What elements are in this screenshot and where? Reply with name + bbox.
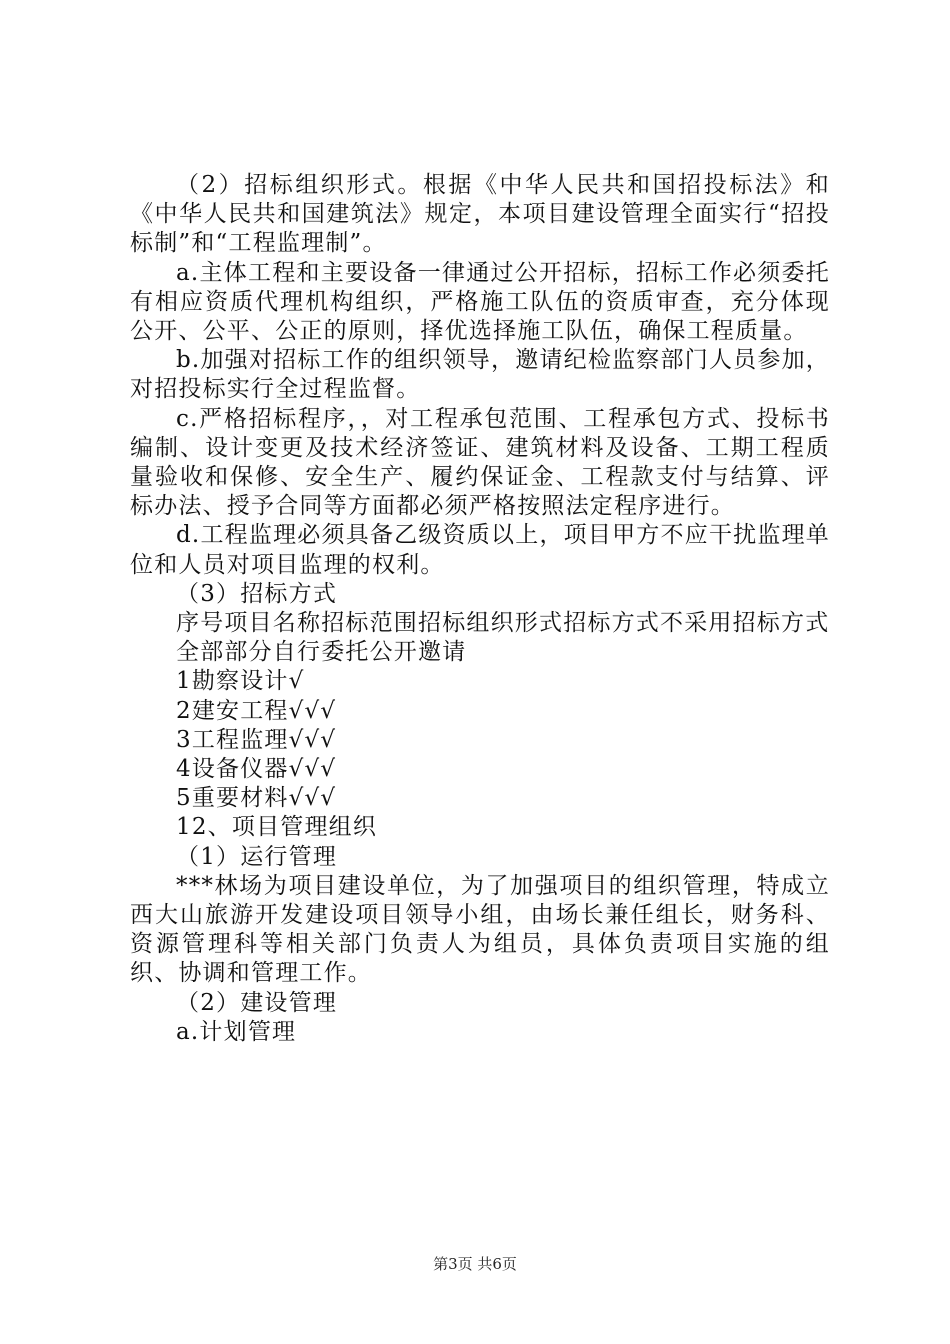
table-row: 5重要材料√√√ bbox=[176, 785, 337, 812]
paragraph-item-d: d.工程监理必须具备乙级资质以上，项目甲方不应干扰监理单位和人员对项目监理的权利。 bbox=[130, 522, 830, 578]
table-row: 4设备仪器√√√ bbox=[176, 756, 337, 783]
table-row: 3工程监理√√√ bbox=[176, 726, 337, 753]
heading-operation-management: （1）运行管理 bbox=[176, 843, 338, 870]
heading-construction-management: （2）建设管理 bbox=[176, 989, 338, 1016]
table-header-row: 序号项目名称招标范围招标组织形式招标方式不采用招标方式 bbox=[176, 610, 830, 637]
heading-bidding-method: （3）招标方式 bbox=[176, 580, 338, 607]
document-body bbox=[130, 171, 830, 1047]
page-number-footer: 第3页 共6页 bbox=[433, 1255, 517, 1273]
table-row: 2建安工程√√√ bbox=[176, 697, 337, 724]
paragraph-item-c: c.严格招标程序，，对工程承包范围、工程承包方式、投标书编制、设计变更及技术经济签证、建筑材料及设备、工期工程质量验收和保修、安全生产、履约保证金、工程款支付与结算、评标办法、授予合同等方面都必须严格按照法定程序进行。 bbox=[130, 405, 830, 520]
table-row: 1勘察设计√ bbox=[176, 668, 305, 695]
paragraph-bidding-organization: （2）招标组织形式。根据《中华人民共和国招投标法》和《中华人民共和国建筑法》规定，本项目建设管理全面实行“招投标制”和“工程监理制”。 bbox=[130, 172, 830, 257]
heading-plan-management: a.计划管理 bbox=[176, 1018, 297, 1045]
paragraph-item-a: a.主体工程和主要设备一律通过公开招标，招标工作必须委托有相应资质代理机构组织，严格施工队伍的资质审查，充分体现公开、公平、公正的原则，择优选择施工队伍，确保工程质量。 bbox=[130, 259, 830, 345]
paragraph-item-b: b.加强对招标工作的组织领导，邀请纪检监察部门人员参加，对招投标实行全过程监督。 bbox=[130, 347, 830, 403]
section-heading-project-management: 12、项目管理组织 bbox=[176, 814, 378, 841]
table-subheader-row: 全部部分自行委托公开邀请 bbox=[176, 639, 467, 666]
paragraph-operation-management: ***林场为项目建设单位，为了加强项目的组织管理，特成立西大山旅游开发建设项目领导小组，由场长兼任组长，财务科、资源管理科等相关部门负责人为组员，具体负责项目实施的组织、协调和管理工作。 bbox=[130, 872, 830, 987]
